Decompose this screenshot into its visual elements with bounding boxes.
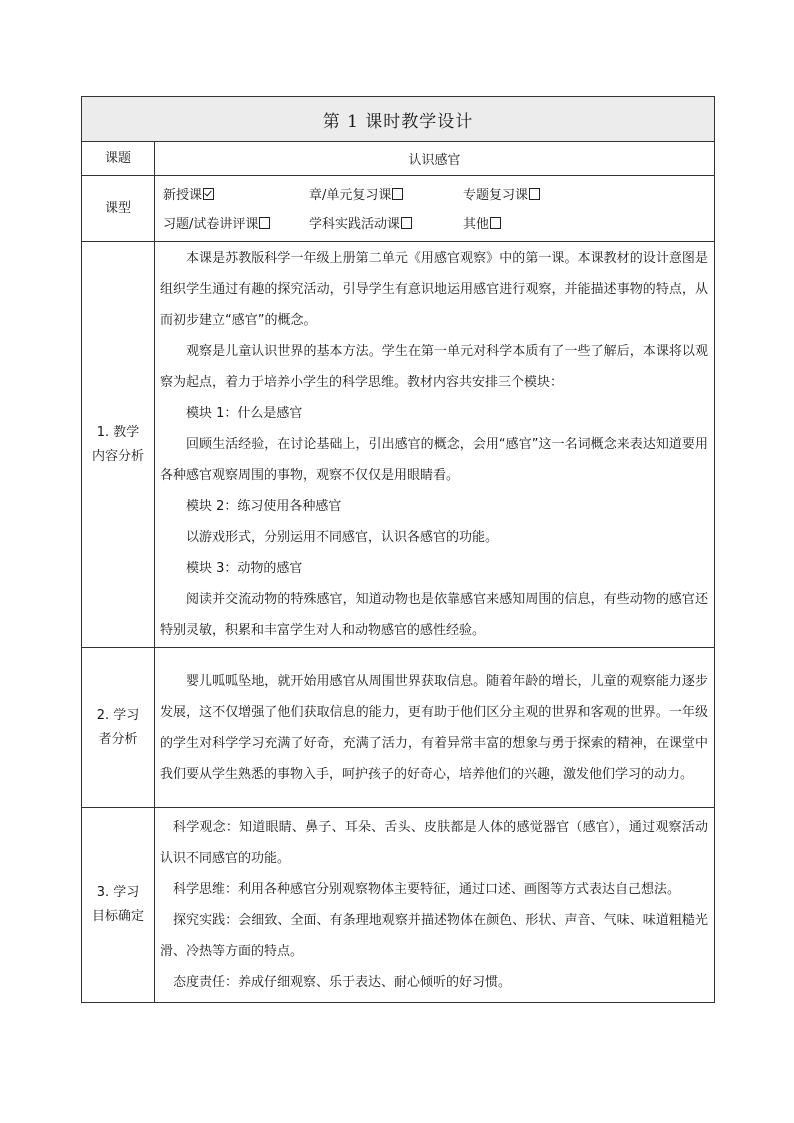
content-analysis-label-line2: 内容分析 [91, 448, 144, 464]
lesson-type-row [82, 176, 715, 242]
content-paragraph: 本课是苏教版科学一年级上册第二单元《用感官观察》中的第一课。本课教材的设计意图是组织学生通过有趣的探究活动，引导学生有意识地运用感官进行观察，并能描述事物的特点，从而初步建立“感官”的概念。 [160, 251, 708, 328]
content-analysis-label-line1: 1. 教学 [96, 424, 140, 440]
lesson-plan-table [81, 96, 715, 1003]
learner-analysis-label-line2: 者分析 [98, 731, 138, 747]
learner-analysis-row [82, 648, 715, 808]
module-heading: 模块 2：练习使用各种感官 [186, 499, 342, 514]
lesson-type-label: 课型 [82, 176, 155, 242]
learner-analysis-body [155, 648, 715, 808]
topic-value: 认识感官 [155, 142, 715, 176]
goal-item: 探究实践：会细致、全面、有条理地观察并描述物体在颜色、形状、声音、气味、味道粗糙光滑、冷热等方面的特点。 [160, 913, 708, 959]
content-paragraph: 观察是儿童认识世界的基本方法。学生在第一单元对科学本质有了一些了解后，本课将以观察为起点，着力于培养小学生的科学思维。教材内容共安排三个模块： [160, 344, 708, 390]
checkbox-icon[interactable] [392, 188, 403, 200]
lesson-type-option[interactable] [463, 187, 623, 205]
goal-item: 态度责任：养成仔细观察、乐于表达、耐心倾听的好习惯。 [173, 975, 512, 990]
checkbox-checked-icon[interactable] [203, 188, 214, 200]
checkbox-icon[interactable] [259, 217, 270, 229]
lesson-type-option[interactable] [163, 187, 309, 205]
option-label: 章/单元复习课 [309, 188, 392, 203]
content-paragraph: 回顾生活经验，在讨论基础上，引出感官的概念，会用“感官”这一名词概念来表达知道要用各种感官观察周围的事物，观察不仅仅是用眼睛看。 [160, 437, 708, 483]
option-label: 习题/试卷讲评课 [163, 217, 259, 232]
learner-analysis-label-line1: 2. 学习 [96, 707, 140, 723]
learning-goals-row [82, 808, 715, 1003]
goal-item: 科学观念：知道眼睛、鼻子、耳朵、舌头、皮肤都是人体的感觉器官（感官），通过观察活动认识不同感官的功能。 [160, 820, 708, 866]
learning-goals-label [82, 808, 155, 1003]
lesson-type-options [155, 176, 715, 242]
learner-analysis-label [82, 648, 155, 808]
lesson-type-option[interactable] [163, 216, 309, 234]
lesson-type-option[interactable] [309, 187, 463, 205]
option-label: 其他 [463, 217, 490, 232]
learning-goals-body [155, 808, 715, 1003]
module-heading: 模块 1：什么是感官 [186, 406, 303, 421]
topic-row [82, 142, 715, 176]
content-paragraph: 阅读并交流动物的特殊感官，知道动物也是依靠感官来感知周围的信息，有些动物的感官还特别灵敏，积累和丰富学生对人和动物感官的感性经验。 [160, 592, 708, 638]
goal-item: 科学思维：利用各种感官分别观察物体主要特征，通过口述、画图等方式表达自己想法。 [173, 882, 681, 897]
topic-label: 课题 [82, 142, 155, 176]
option-label: 学科实践活动课 [309, 217, 401, 232]
lesson-type-option[interactable] [309, 216, 463, 234]
option-label: 新授课 [163, 188, 203, 203]
option-label: 专题复习课 [463, 188, 529, 203]
checkbox-icon[interactable] [490, 217, 501, 229]
title-row [82, 97, 715, 142]
content-analysis-label [82, 242, 155, 648]
learner-paragraph: 婴儿呱呱坠地，就开始用感官从周围世界获取信息。随着年龄的增长，儿童的观察能力逐步发展，这不仅增强了他们获取信息的能力，更有助于他们区分主观的世界和客观的世界。一年级的学生对科学学习充满了好奇，充满了活力，有着异常丰富的想象与勇于探索的精神，在课堂中我们要从学生熟悉的事物入手，呵护孩子的好奇心，培养他们的兴趣，激发他们学习的动力。 [160, 673, 708, 782]
learning-goals-label-line2: 目标确定 [91, 909, 144, 924]
content-paragraph: 以游戏形式，分别运用不同感官，认识各感官的功能。 [186, 530, 499, 545]
learning-goals-label-line1: 3. 学习 [96, 885, 140, 900]
content-analysis-row [82, 242, 715, 648]
checkbox-icon[interactable] [529, 188, 540, 200]
page-title: 第 1 课时教学设计 [82, 97, 715, 142]
module-heading: 模块 3：动物的感官 [186, 561, 303, 576]
lesson-type-option[interactable] [463, 216, 623, 234]
checkbox-icon[interactable] [401, 217, 412, 229]
content-analysis-body [155, 242, 715, 648]
